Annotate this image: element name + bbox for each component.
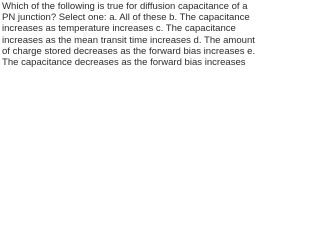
- question-card: [0, 0, 262, 79]
- question-text: Which of the following is true for diffusion capacitance of a PN junction? Select one: a. All of these b. The capacitance increases as temperature increases c. The capacitance increases as the mean transit time increases d. The amount of charge stored decreases as the forward bias increases e. The capacitance decreases as the forward bias increases: [2, 1, 256, 69]
